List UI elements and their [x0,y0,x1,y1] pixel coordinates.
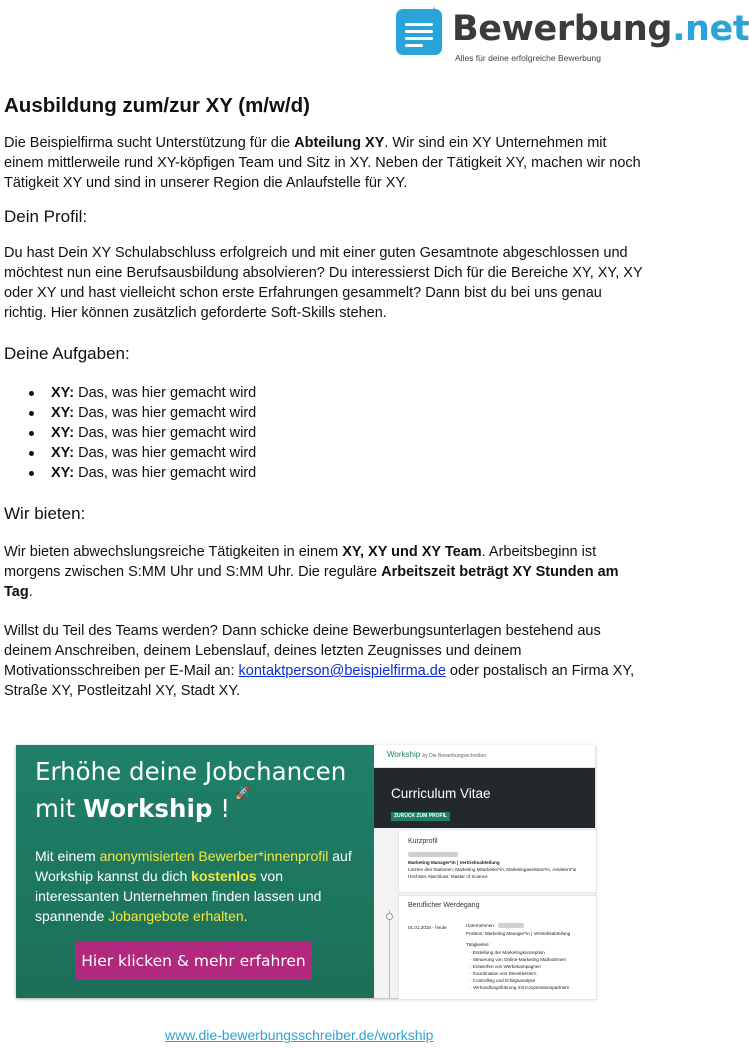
bullet-icon [29,391,34,396]
item-text: Das, was hier gemacht wird [74,385,257,401]
item-label: XY: [51,445,75,461]
logo-brand: Bewerbung [452,9,673,49]
wg-task: · Controlling und Erfolgsanalyse [470,978,536,983]
workship-brand: Workship [83,794,213,823]
timeline-line [389,910,390,998]
rocket-icon: 🚀 [235,786,251,800]
bullet-icon [29,411,34,416]
list-item [51,383,644,403]
bieten-heading: Wir bieten: [4,504,86,523]
bieten-bold: Arbeitszeit beträgt XY Stunden am Tag [4,564,619,600]
list-item [51,403,644,423]
item-text: Das, was hier gemacht wird [74,405,257,421]
logo-tagline: Alles für deine erfolgreiche Bewerbung [455,53,602,63]
intro-text: . Wir sind ein XY Unternehmen mit einem mittlerweile rund XY-köpfigen Team und Sitz in XY. Neben der Tätigkeit XY, machen wir noch Tätigkeit XY und sind in unserer Region die Anlaufstelle für XY. [4,135,641,191]
preview-title: Curriculum Vitae [391,786,491,801]
preview-brand [387,750,486,759]
wg-date: 01.01.2018 - heute [408,925,447,930]
job-posting [4,92,644,701]
banner-promo [16,745,374,998]
banner-headline-text: mit [35,794,84,823]
contact-text: oder postalisch an Firma XY, Straße XY, Postleitzahl XY, Stadt XY. [4,663,635,699]
aufgaben-heading: Deine Aufgaben: [4,344,130,363]
kurzprofil-card [398,829,597,893]
bieten-paragraph [4,542,644,602]
workship-link[interactable]: www.die-bewerbungsschreiber.de/workship [165,1027,434,1043]
wg-task: · Entwerfen von Werbekampagnen [470,964,541,969]
banner-headline: Erhöhe deine Jobchancen [35,757,347,786]
contact-paragraph [4,621,644,701]
item-label: XY: [51,405,75,421]
wg-task: · Verhandlungsführung mit Kooperationspartnern [470,985,570,990]
wg-task-text: Steuerung von Online-Marketing Maßnahmen [472,957,567,962]
logo-line [405,44,423,47]
item-text: Das, was hier gemacht wird [74,445,257,461]
workship-banner[interactable] [16,745,595,998]
intro-paragraph [4,133,644,193]
wg-task: · Koordination von Dienstleistern [470,971,537,976]
page-title: Ausbildung zum/zur XY (m/w/d) [4,94,310,117]
item-label: XY: [51,385,75,401]
list-item [51,463,644,483]
wg-task-text: Koordination von Dienstleistern [472,971,537,976]
workship-wordmark [83,786,251,823]
wg-task: · Steuerung von Online-Marketing Maßnahmen [470,957,567,962]
bieten-text: . Arbeitsbeginn ist morgens zwischen S:MM Uhr und S:MM Uhr. Die reguläre [4,544,597,580]
bieten-text: Wir bieten abwechslungsreiche Tätigkeiten in einem [4,544,343,560]
preview-topbar [374,745,595,768]
item-text: Das, was hier gemacht wird [74,425,257,441]
wg-task-text: Entwerfen von Werbekampagnen [472,964,541,969]
intro-bold: Abteilung XY [294,135,385,151]
preview-brand-sub: by Die Bewerbungsschreiber [422,753,487,759]
timeline-dot [386,913,393,920]
werdegang-title: Beruflicher Werdegang [408,902,480,909]
sparkle-icon: ✦ [424,1,445,29]
logo-tld: .net [672,9,749,49]
wg-task-text: Verhandlungsführung mit Kooperationspartnern [472,985,570,990]
profil-heading: Dein Profil: [4,207,88,226]
kurzprofil-title: Kurzprofil [408,838,438,845]
logo-wordmark [452,9,749,49]
logo-line [405,37,433,40]
preview-brand-name: Workship [387,750,421,759]
wg-position: Position: Marketing Manager*in | Vertriebsabteilung [466,931,571,936]
banner-highlight-bold: kostenlos [191,868,257,884]
back-to-profile-button: ZURÜCK ZUM PROFIL [391,812,450,821]
blurred-name [408,852,458,857]
bullet-icon [29,431,34,436]
preview-header [374,768,595,828]
bullet-icon [29,451,34,456]
banner-highlight: anonymisierten Bewerber*innenprofil [99,848,329,864]
banner-headline-text: ! [212,794,231,823]
list-item [51,443,644,463]
email-link[interactable]: kontaktperson@beispielfirma.de [238,663,446,679]
banner-text: . [243,908,248,924]
banner-text: Mit einem [35,848,100,864]
list-item [51,423,644,443]
wg-task-text: Erstellung der Marketingkonzeption [472,950,545,955]
banner-headline-2 [35,786,251,823]
blurred-company [498,923,524,928]
kp-degree: Höchster Abschluss: Master of Science [408,874,488,879]
werdegang-card [398,895,597,1000]
wg-tasks-label: Tätigkeiten: [466,942,490,947]
bewerbung-net-logo[interactable] [396,1,749,63]
wg-task: · Erstellung der Marketingkonzeption [470,950,545,955]
logo-line [405,30,433,33]
profil-paragraph: Du hast Dein XY Schulabschluss erfolgreich und mit einer guten Gesamtnote abgeschlossen und möchtest nun eine Berufsausbildung absolvieren? Du interessierst Dich für die Bereiche XY, XY, XY oder XY und hast vielleicht schon erste Erfahrungen gesammelt? Dann bist du bei uns genau richtig. Hier können zusätzlich geforderte Soft-Skills stehen. [4,245,643,321]
banner-body [35,846,365,926]
banner-highlight: Jobangebote erhalten [108,908,244,924]
item-label: XY: [51,465,75,481]
intro-text: Die Beispielfirma sucht Unterstützung für die [4,135,295,151]
item-label: XY: [51,425,75,441]
bieten-text: . [28,584,33,600]
bieten-bold: XY, XY und XY Team [342,544,482,560]
item-text: Das, was hier gemacht wird [74,465,257,481]
cv-preview [374,745,595,998]
bullet-icon [29,471,34,476]
banner-text: auf Workship kannst du dich [35,848,352,884]
mehr-erfahren-button[interactable]: Hier klicken & mehr erfahren [75,942,312,980]
aufgaben-list [4,383,644,483]
kp-role: Marketing Manager*in | Vertriebsabteilung [408,860,500,865]
wg-task-text: Controlling und Erfolgsanalyse [472,978,536,983]
contact-text: Willst du Teil des Teams werden? Dann schicke deine Bewerbungsunterlagen bestehend aus deinem Anschreiben, deinem Lebenslauf, deines letzten Zeugnisses und deinem Motivationsschreiben per E-Mail an: [4,623,601,679]
kp-stations: Letzten drei Stationen: Marketing Mitarbeiter*in, Marketingassistent*in, Assistent*in [408,867,577,872]
banner-text: von interessanten Unternehmen finden lassen und spannende [35,868,322,924]
wg-company: Unternehmen: [466,923,496,928]
document-sparkle-icon [396,1,445,55]
